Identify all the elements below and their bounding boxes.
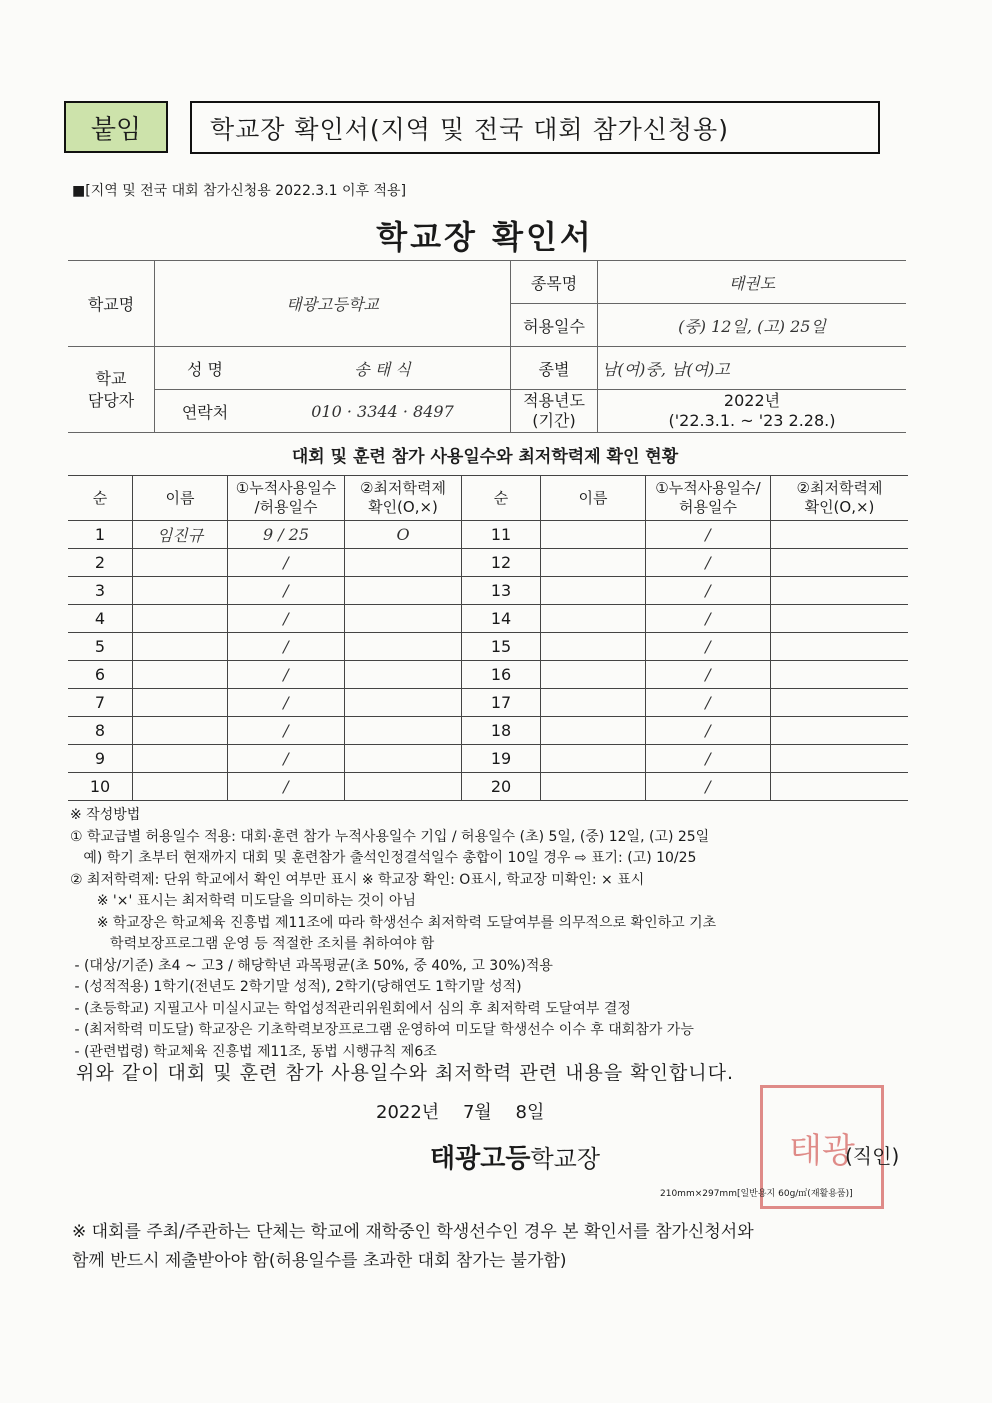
table-cell: 13 bbox=[462, 577, 541, 605]
table-cell bbox=[771, 605, 909, 633]
status-table bbox=[68, 475, 908, 801]
table-cell: / bbox=[228, 605, 345, 633]
table-cell: / bbox=[646, 717, 771, 745]
header-cell: 순 bbox=[68, 476, 133, 521]
paper-size-note: 210mm×297mm[일반용지 60g/㎡(재활용품)] bbox=[660, 1189, 853, 1199]
table-cell: 11 bbox=[462, 521, 541, 549]
table-cell: / bbox=[228, 633, 345, 661]
table-row bbox=[68, 661, 908, 689]
table-cell bbox=[771, 577, 909, 605]
table-cell: 17 bbox=[462, 689, 541, 717]
table-cell bbox=[133, 633, 228, 661]
table-cell: 7 bbox=[68, 689, 133, 717]
table-cell bbox=[345, 689, 462, 717]
table-cell: / bbox=[228, 689, 345, 717]
name-value: 송 태 식 bbox=[255, 347, 511, 390]
table-cell bbox=[541, 717, 646, 745]
table-cell: / bbox=[646, 605, 771, 633]
seal-label: (직인) bbox=[845, 1144, 900, 1168]
status-table-title: 대회 및 훈련 참가 사용일수와 최저학력제 확인 현황 bbox=[291, 447, 679, 467]
table-cell: / bbox=[228, 549, 345, 577]
table-cell: 1 bbox=[68, 521, 133, 549]
year-cell bbox=[598, 390, 907, 433]
header-cell: 이름 bbox=[541, 476, 646, 521]
table-cell: 18 bbox=[462, 717, 541, 745]
allowed-days-label: 허용일수 bbox=[511, 304, 598, 347]
table-cell: 3 bbox=[68, 577, 133, 605]
table-cell bbox=[345, 745, 462, 773]
table-cell bbox=[345, 717, 462, 745]
table-cell: / bbox=[228, 577, 345, 605]
table-cell bbox=[771, 633, 909, 661]
table-row bbox=[68, 745, 908, 773]
issue-date bbox=[376, 1098, 562, 1124]
year-period: ('22.3.1. ~ '23 2.28.) bbox=[668, 411, 836, 430]
table-cell: 임진규 bbox=[133, 521, 228, 549]
confirmation-statement: 위와 같이 대회 및 훈련 참가 사용일수와 최저학력 관련 내용을 확인합니다. bbox=[76, 1062, 735, 1084]
header-cell: 순 bbox=[462, 476, 541, 521]
allowed-days-value: (중) 12일, (고) 25일 bbox=[598, 304, 907, 347]
table-row bbox=[68, 577, 908, 605]
instruction-line: ② 최저학력제: 단위 학교에서 확인 여부만 표시 ※ 학교장 확인: O표시, 학교장 미확인: × 표시 bbox=[70, 871, 645, 888]
table-cell bbox=[541, 689, 646, 717]
table-cell bbox=[133, 717, 228, 745]
instruction-line: - (최저학력 미도달) 학교장은 기초학력보장프로그램 운영하여 미도달 학생선수 이수 후 대회참가 가능 bbox=[70, 1022, 694, 1038]
table-cell: 14 bbox=[462, 605, 541, 633]
table-cell bbox=[345, 605, 462, 633]
school-label: 학교명 bbox=[68, 261, 155, 347]
instructions-section bbox=[70, 805, 920, 1063]
instruction-line: - (관련법령) 학교체육 진흥법 제11조, 동법 시행규칙 제6조 bbox=[70, 1043, 437, 1060]
table-cell: / bbox=[646, 745, 771, 773]
phone-value: 010 · 3344 · 8497 bbox=[255, 390, 511, 433]
principal-title: 학교장 bbox=[530, 1145, 601, 1173]
table-cell bbox=[771, 773, 909, 801]
official-seal-stamp: 태광 bbox=[760, 1085, 884, 1209]
applicability-note: ■[지역 및 전국 대회 참가신청용 2022.3.1 이후 적용] bbox=[72, 183, 407, 199]
year-label: 적용년도 (기간) bbox=[511, 390, 598, 433]
table-cell bbox=[541, 745, 646, 773]
document-header-title: 학교장 확인서(지역 및 전국 대회 참가신청용) bbox=[190, 101, 880, 154]
table-cell: 10 bbox=[68, 773, 133, 801]
table-row bbox=[68, 773, 908, 801]
principal-signature bbox=[430, 1138, 600, 1175]
table-cell: 19 bbox=[462, 745, 541, 773]
table-cell bbox=[771, 745, 909, 773]
instruction-line: ① 학교급별 허용일수 적용: 대회·훈련 참가 누적사용일수 기입 / 허용일수 (초) 5일, (중) 12일, (고) 25일 bbox=[70, 828, 710, 845]
table-cell: / bbox=[228, 717, 345, 745]
header-cell: ①누적사용일수/ 허용일수 bbox=[646, 476, 771, 521]
event-value: 태권도 bbox=[598, 261, 907, 304]
year-value: 2022년 bbox=[723, 391, 781, 410]
header-cell: ①누적사용일수 /허용일수 bbox=[228, 476, 345, 521]
table-cell bbox=[345, 773, 462, 801]
table-cell: / bbox=[646, 689, 771, 717]
gender-value: 남(여)중, 남(여)고 bbox=[598, 347, 907, 390]
table-row bbox=[68, 717, 908, 745]
table-cell: / bbox=[228, 745, 345, 773]
table-cell: 4 bbox=[68, 605, 133, 633]
table-cell: 9 bbox=[68, 745, 133, 773]
table-cell bbox=[771, 689, 909, 717]
table-cell: 9 / 25 bbox=[228, 521, 345, 549]
table-cell bbox=[771, 521, 909, 549]
table-row bbox=[68, 605, 908, 633]
instruction-line: ※ 학교장은 학교체육 진흥법 제11조에 따라 학생선수 최저학력 도달여부를 의무적으로 확인하고 기초 bbox=[70, 914, 717, 931]
instruction-line: - (초등학교) 지필고사 미실시교는 학업성적관리위원회에서 심의 후 최저학력 도달여부 결정 bbox=[70, 1000, 631, 1017]
table-cell bbox=[541, 605, 646, 633]
table-cell: 6 bbox=[68, 661, 133, 689]
table-cell bbox=[345, 577, 462, 605]
header-cell: ②최저학력제 확인(O,×) bbox=[771, 476, 909, 521]
table-cell bbox=[133, 549, 228, 577]
date-day: 8일 bbox=[515, 1102, 545, 1123]
table-cell bbox=[771, 549, 909, 577]
table-cell: 5 bbox=[68, 633, 133, 661]
table-cell bbox=[345, 633, 462, 661]
table-row bbox=[68, 549, 908, 577]
footer-line: ※ 대회를 주최/주관하는 단체는 학교에 재학중인 학생선수인 경우 본 확인서를 참가신청서와 bbox=[72, 1222, 754, 1242]
table-cell bbox=[133, 661, 228, 689]
instruction-line: 학력보장프로그램 운영 등 적절한 조치를 취하여야 함 bbox=[70, 936, 435, 952]
table-cell: / bbox=[646, 633, 771, 661]
table-cell bbox=[541, 633, 646, 661]
table-cell: 8 bbox=[68, 717, 133, 745]
header-cell: ②최저학력제 확인(O,×) bbox=[345, 476, 462, 521]
page-title: 학교장 확인서 bbox=[376, 218, 594, 256]
table-cell: / bbox=[646, 577, 771, 605]
table-cell bbox=[345, 549, 462, 577]
table-cell: 2 bbox=[68, 549, 133, 577]
gender-label: 종별 bbox=[511, 347, 598, 390]
school-info-table bbox=[68, 260, 906, 433]
table-cell: 16 bbox=[462, 661, 541, 689]
table-cell bbox=[345, 661, 462, 689]
table-cell bbox=[541, 661, 646, 689]
table-cell bbox=[541, 577, 646, 605]
table-cell: / bbox=[228, 661, 345, 689]
table-cell bbox=[133, 689, 228, 717]
footer-line: 함께 반드시 제출받아야 함(허용일수를 초과한 대회 참가는 불가함) bbox=[72, 1251, 567, 1271]
contact-label: 학교 담당자 bbox=[68, 347, 155, 433]
phone-label: 연락처 bbox=[155, 390, 256, 433]
table-cell bbox=[133, 773, 228, 801]
table-cell: O bbox=[345, 521, 462, 549]
instruction-line: - (대상/기준) 초4 ~ 고3 / 해당학년 과목평균(초 50%, 중 40%, 고 30%)적용 bbox=[70, 957, 553, 974]
table-header-row bbox=[68, 476, 908, 521]
table-cell: / bbox=[646, 661, 771, 689]
table-cell bbox=[133, 745, 228, 773]
date-year: 2022년 bbox=[376, 1102, 440, 1123]
footer-note bbox=[72, 1218, 754, 1276]
school-name-stamped: 태광고등 bbox=[430, 1144, 531, 1174]
table-row bbox=[68, 521, 908, 549]
table-cell: 15 bbox=[462, 633, 541, 661]
instruction-line: 예) 학기 초부터 현재까지 대회 및 훈련참가 출석인정결석일수 총합이 10일 경우 ⇨ 표기: (고) 10/25 bbox=[70, 850, 697, 866]
table-cell: / bbox=[646, 549, 771, 577]
table-cell bbox=[771, 717, 909, 745]
table-cell bbox=[133, 605, 228, 633]
table-row bbox=[68, 689, 908, 717]
instruction-line: ※ '×' 표시는 최저학력 미도달을 의미하는 것이 아님 bbox=[70, 893, 416, 909]
table-cell bbox=[541, 549, 646, 577]
table-cell bbox=[541, 773, 646, 801]
event-label: 종목명 bbox=[511, 261, 598, 304]
table-cell bbox=[771, 661, 909, 689]
table-cell: / bbox=[646, 521, 771, 549]
header-cell: 이름 bbox=[133, 476, 228, 521]
table-cell bbox=[541, 521, 646, 549]
table-cell: 20 bbox=[462, 773, 541, 801]
attachment-badge: 붙임 bbox=[64, 101, 168, 153]
table-cell: 12 bbox=[462, 549, 541, 577]
table-cell: / bbox=[228, 773, 345, 801]
date-month: 7월 bbox=[462, 1102, 492, 1123]
school-value: 태광고등학교 bbox=[155, 261, 511, 347]
table-cell: / bbox=[646, 773, 771, 801]
table-cell bbox=[133, 577, 228, 605]
instruction-line: ※ 작성방법 bbox=[70, 807, 141, 823]
name-label: 성 명 bbox=[155, 347, 256, 390]
instruction-line: - (성적적용) 1학기(전년도 2학기말 성적), 2학기(당해연도 1학기말 성적) bbox=[70, 979, 522, 995]
table-row bbox=[68, 633, 908, 661]
